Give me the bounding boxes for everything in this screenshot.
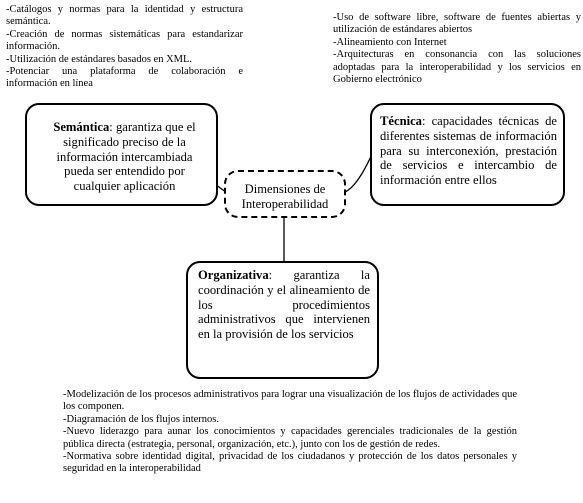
organizational-description: : garantiza la coordinación y el alineamiento de los procedimientos administrativos que intervienen en la provisión de los servicios [198, 268, 370, 342]
semantic-description: : garantiza que el significado preciso de la información intercambiada pueda ser entendido por cualquier aplicación [56, 120, 196, 194]
semantic-text [41, 120, 208, 194]
list-item: -Utilización de estándares basados en XML. [6, 53, 193, 65]
technical-measures-list [333, 12, 581, 86]
center-line-1: Dimensiones de [244, 182, 326, 196]
list-item: -Potenciar una plataforma de colaboración e información en línea [6, 66, 243, 90]
interoperability-dimensions-box [224, 170, 346, 218]
semantic-title: Semántica [53, 120, 110, 134]
list-item: -Modelización de los procesos administrativos para lograr una visualización de los flujos de actividades que los componen. [63, 389, 517, 413]
technical-dimension-box [370, 103, 565, 206]
list-item: -Normativa sobre identidad digital, privacidad de los ciudadanos y protección de los datos personales y seguridad en la interoperabilidad [63, 451, 517, 475]
organizational-measures-list [63, 389, 517, 476]
organizational-text [198, 268, 370, 342]
semantic-dimension-box [25, 103, 218, 206]
list-item: -Nuevo liderazgo para aunar los conocimientos y capacidades gerenciales tradicionales de la gestión pública directa (estrategia, personal, organización, etc.), junto con los de gestión de redes. [63, 426, 517, 450]
list-item: -Uso de software libre, software de fuentes abiertas y utilización de estándares abiertos [333, 12, 581, 36]
organizational-dimension-box [186, 261, 379, 379]
semantic-measures-list [6, 4, 243, 91]
technical-title: Técnica [380, 114, 422, 128]
technical-description: : capacidades técnicas de diferentes sistemas de información para su interconexión, prestación de servicios e intercambio de información entre ellos [380, 114, 557, 188]
organizational-title: Organizativa [198, 268, 269, 282]
list-item: -Alineamiento con Internet [333, 36, 447, 48]
center-line-2: Interoperabilidad [241, 196, 329, 211]
list-item: -Creación de normas sistemáticas para estandarizar información. [6, 28, 243, 53]
list-item: -Diagramación de los flujos internos. [63, 413, 220, 425]
technical-text [380, 114, 557, 188]
list-item: -Catálogos y normas para la identidad y estructura semántica. [6, 4, 243, 28]
list-item: -Arquitecturas en consonancia con las soluciones adoptadas para la interoperabilidad y los servicios en Gobierno electrónico [333, 49, 581, 86]
